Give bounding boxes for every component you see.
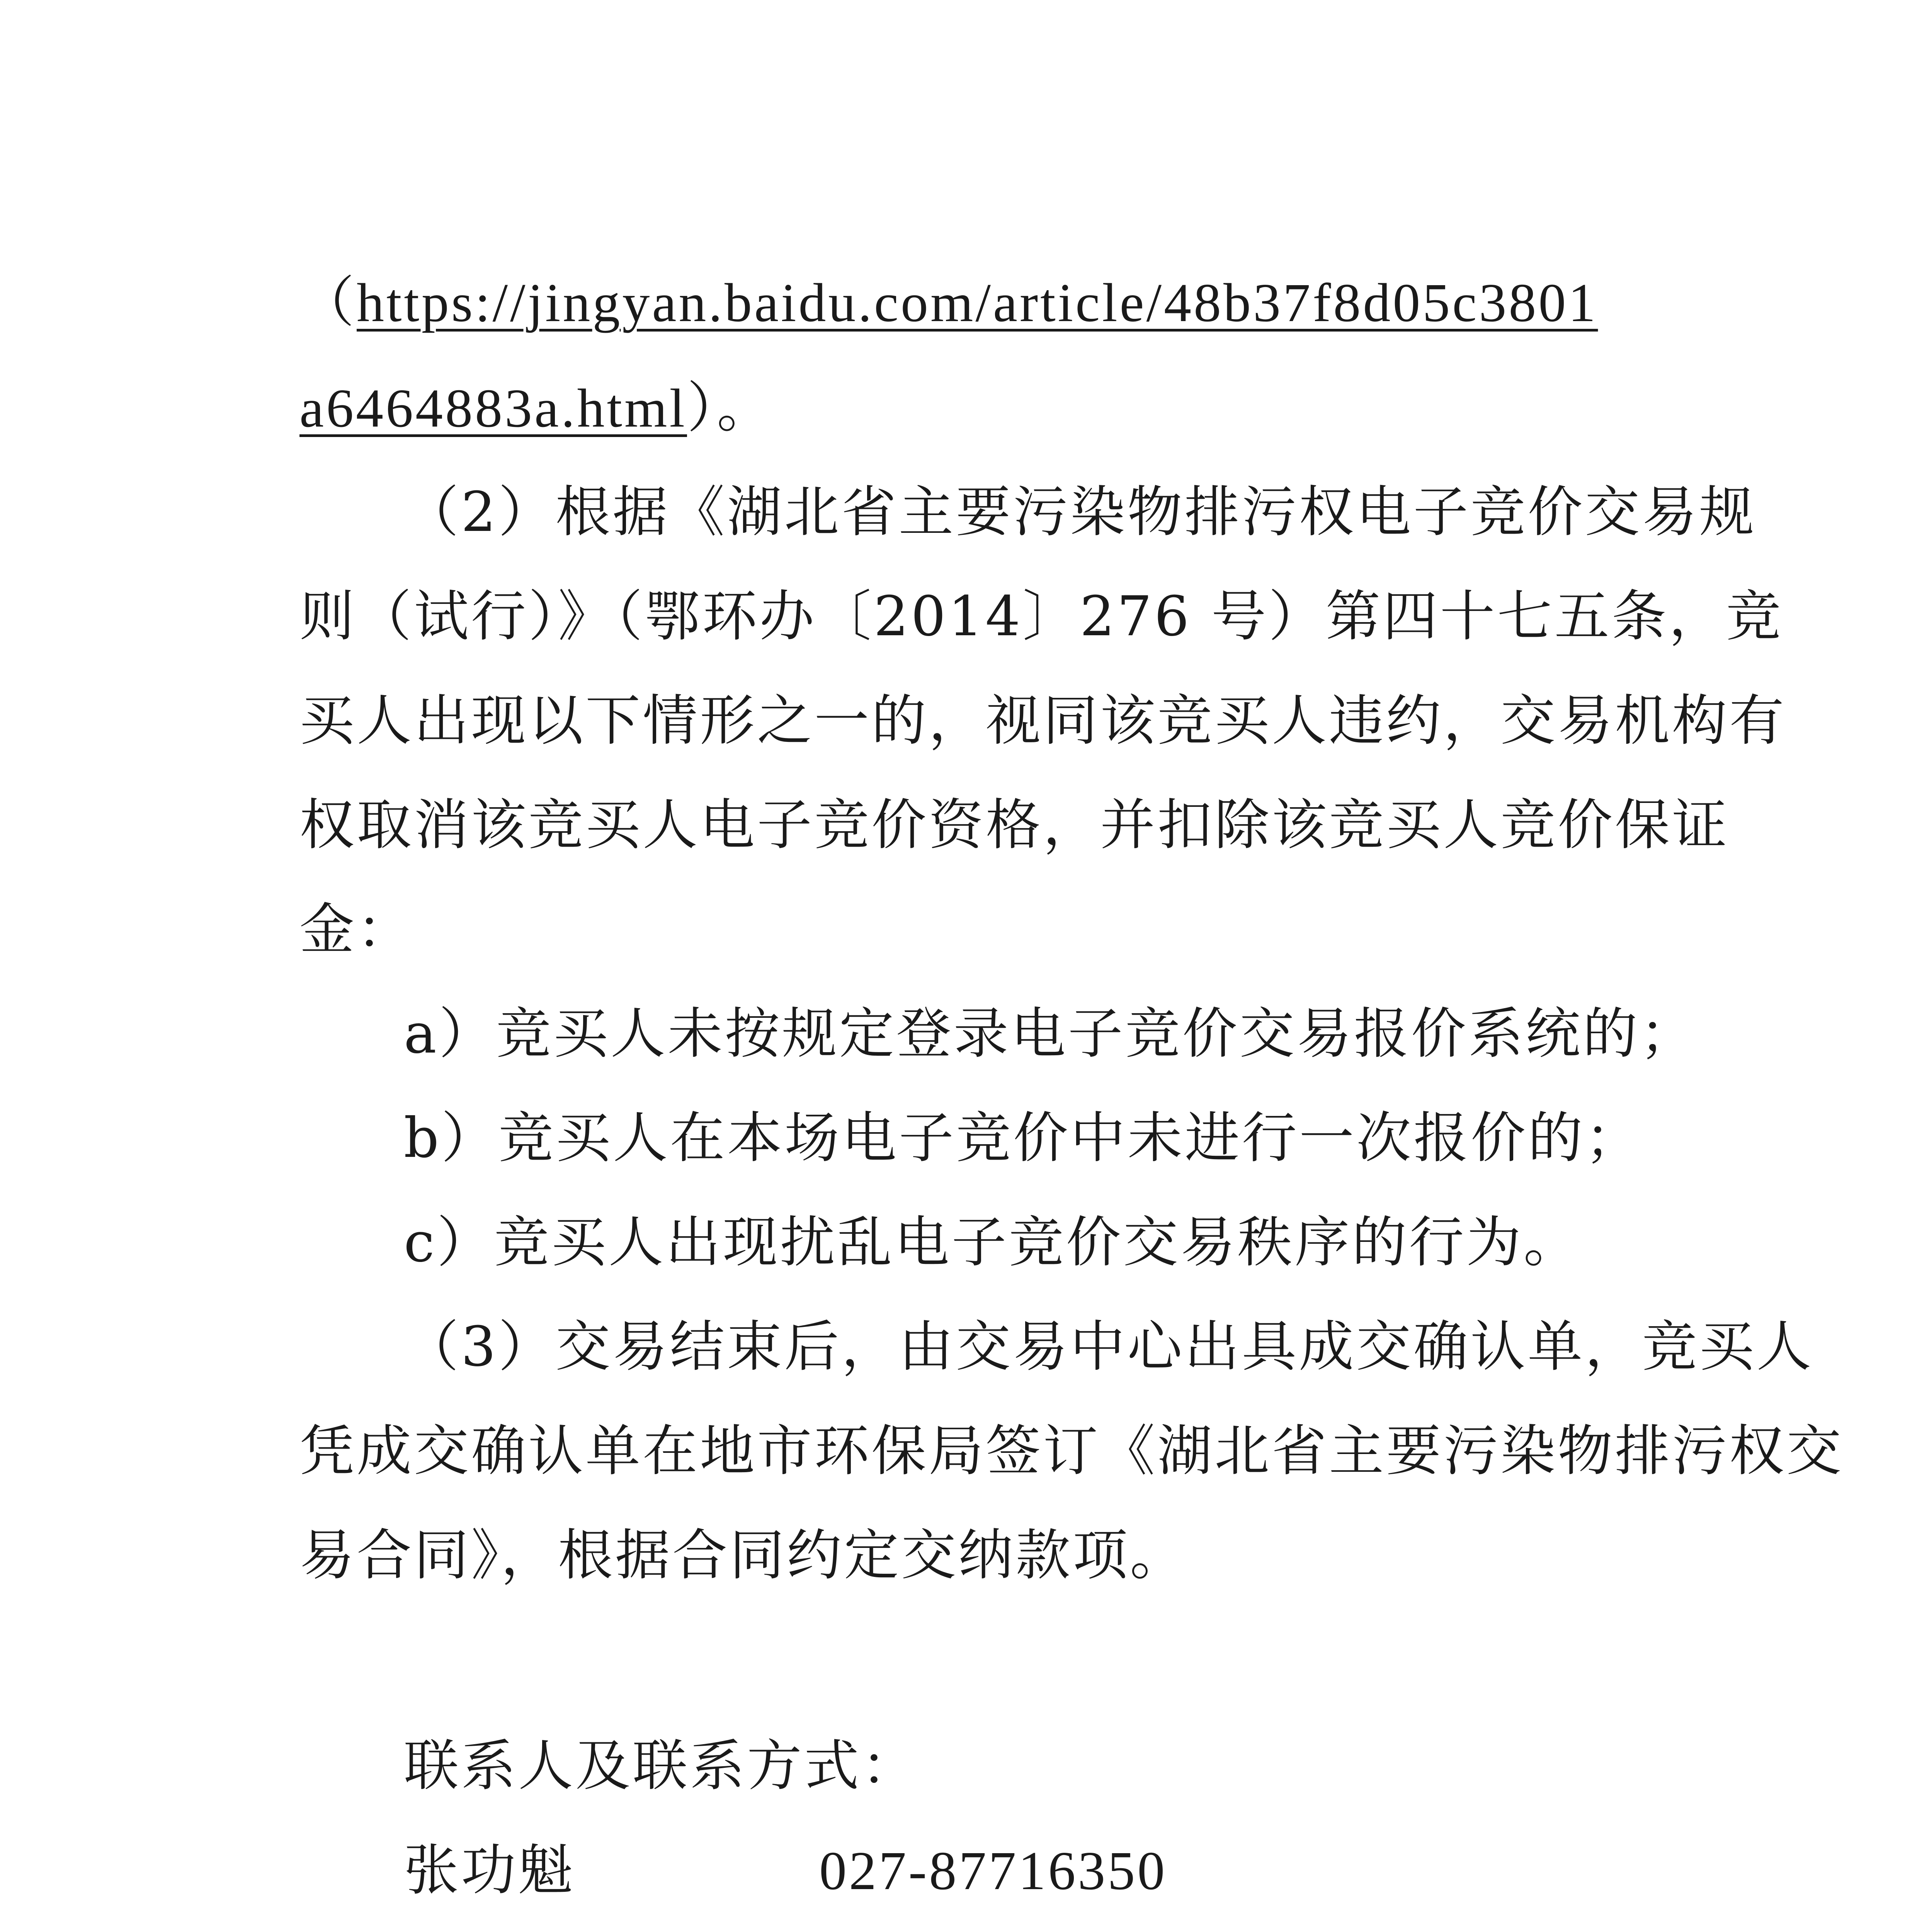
p2-line-5: 金：	[299, 898, 414, 961]
url-line-2	[299, 376, 774, 440]
contact-name: 张功魁	[404, 1838, 575, 1902]
p2-line-4: 权取消该竞买人电子竞价资格，并扣除该竞买人竞价保证	[299, 793, 1729, 857]
item-c: c）竞买人出现扰乱电子竞价交易秩序的行为。	[404, 1211, 1581, 1274]
item-b: b）竞买人在本场电子竞价中未进行一次报价的；	[404, 1106, 1642, 1170]
contact-heading: 联系人及联系方式：	[404, 1734, 919, 1798]
p3-line-1: （3）交易结束后，由交易中心出具成交确认单，竞买人	[404, 1315, 1814, 1379]
url-line-1	[299, 270, 1598, 334]
p3-line-2: 凭成交确认单在地市环保局签订《湖北省主要污染物排污权交	[299, 1419, 1844, 1483]
url-close-paren: ）。	[687, 376, 774, 440]
p3-line-3: 易合同》，根据合同约定交纳款项。	[299, 1524, 1187, 1587]
article-link-cont[interactable]: a6464883a.html	[299, 378, 687, 439]
p2-line-1: （2）根据《湖北省主要污染物排污权电子竞价交易规	[404, 480, 1757, 544]
item-a: a）竞买人未按规定登录电子竞价交易报价系统的；	[404, 1002, 1697, 1066]
p2-line-2: 则（试行）》（鄂环办〔2014〕276 号）第四十七五条，竞	[299, 585, 1783, 648]
contact-phone-1: 027-87716350	[819, 1840, 1167, 1901]
article-link[interactable]: https://jingyan.baidu.com/article/48b37f8d05c3801	[357, 272, 1598, 333]
url-open-paren: （	[299, 270, 357, 334]
p2-line-3: 买人出现以下情形之一的，视同该竞买人违约，交易机构有	[299, 689, 1786, 753]
